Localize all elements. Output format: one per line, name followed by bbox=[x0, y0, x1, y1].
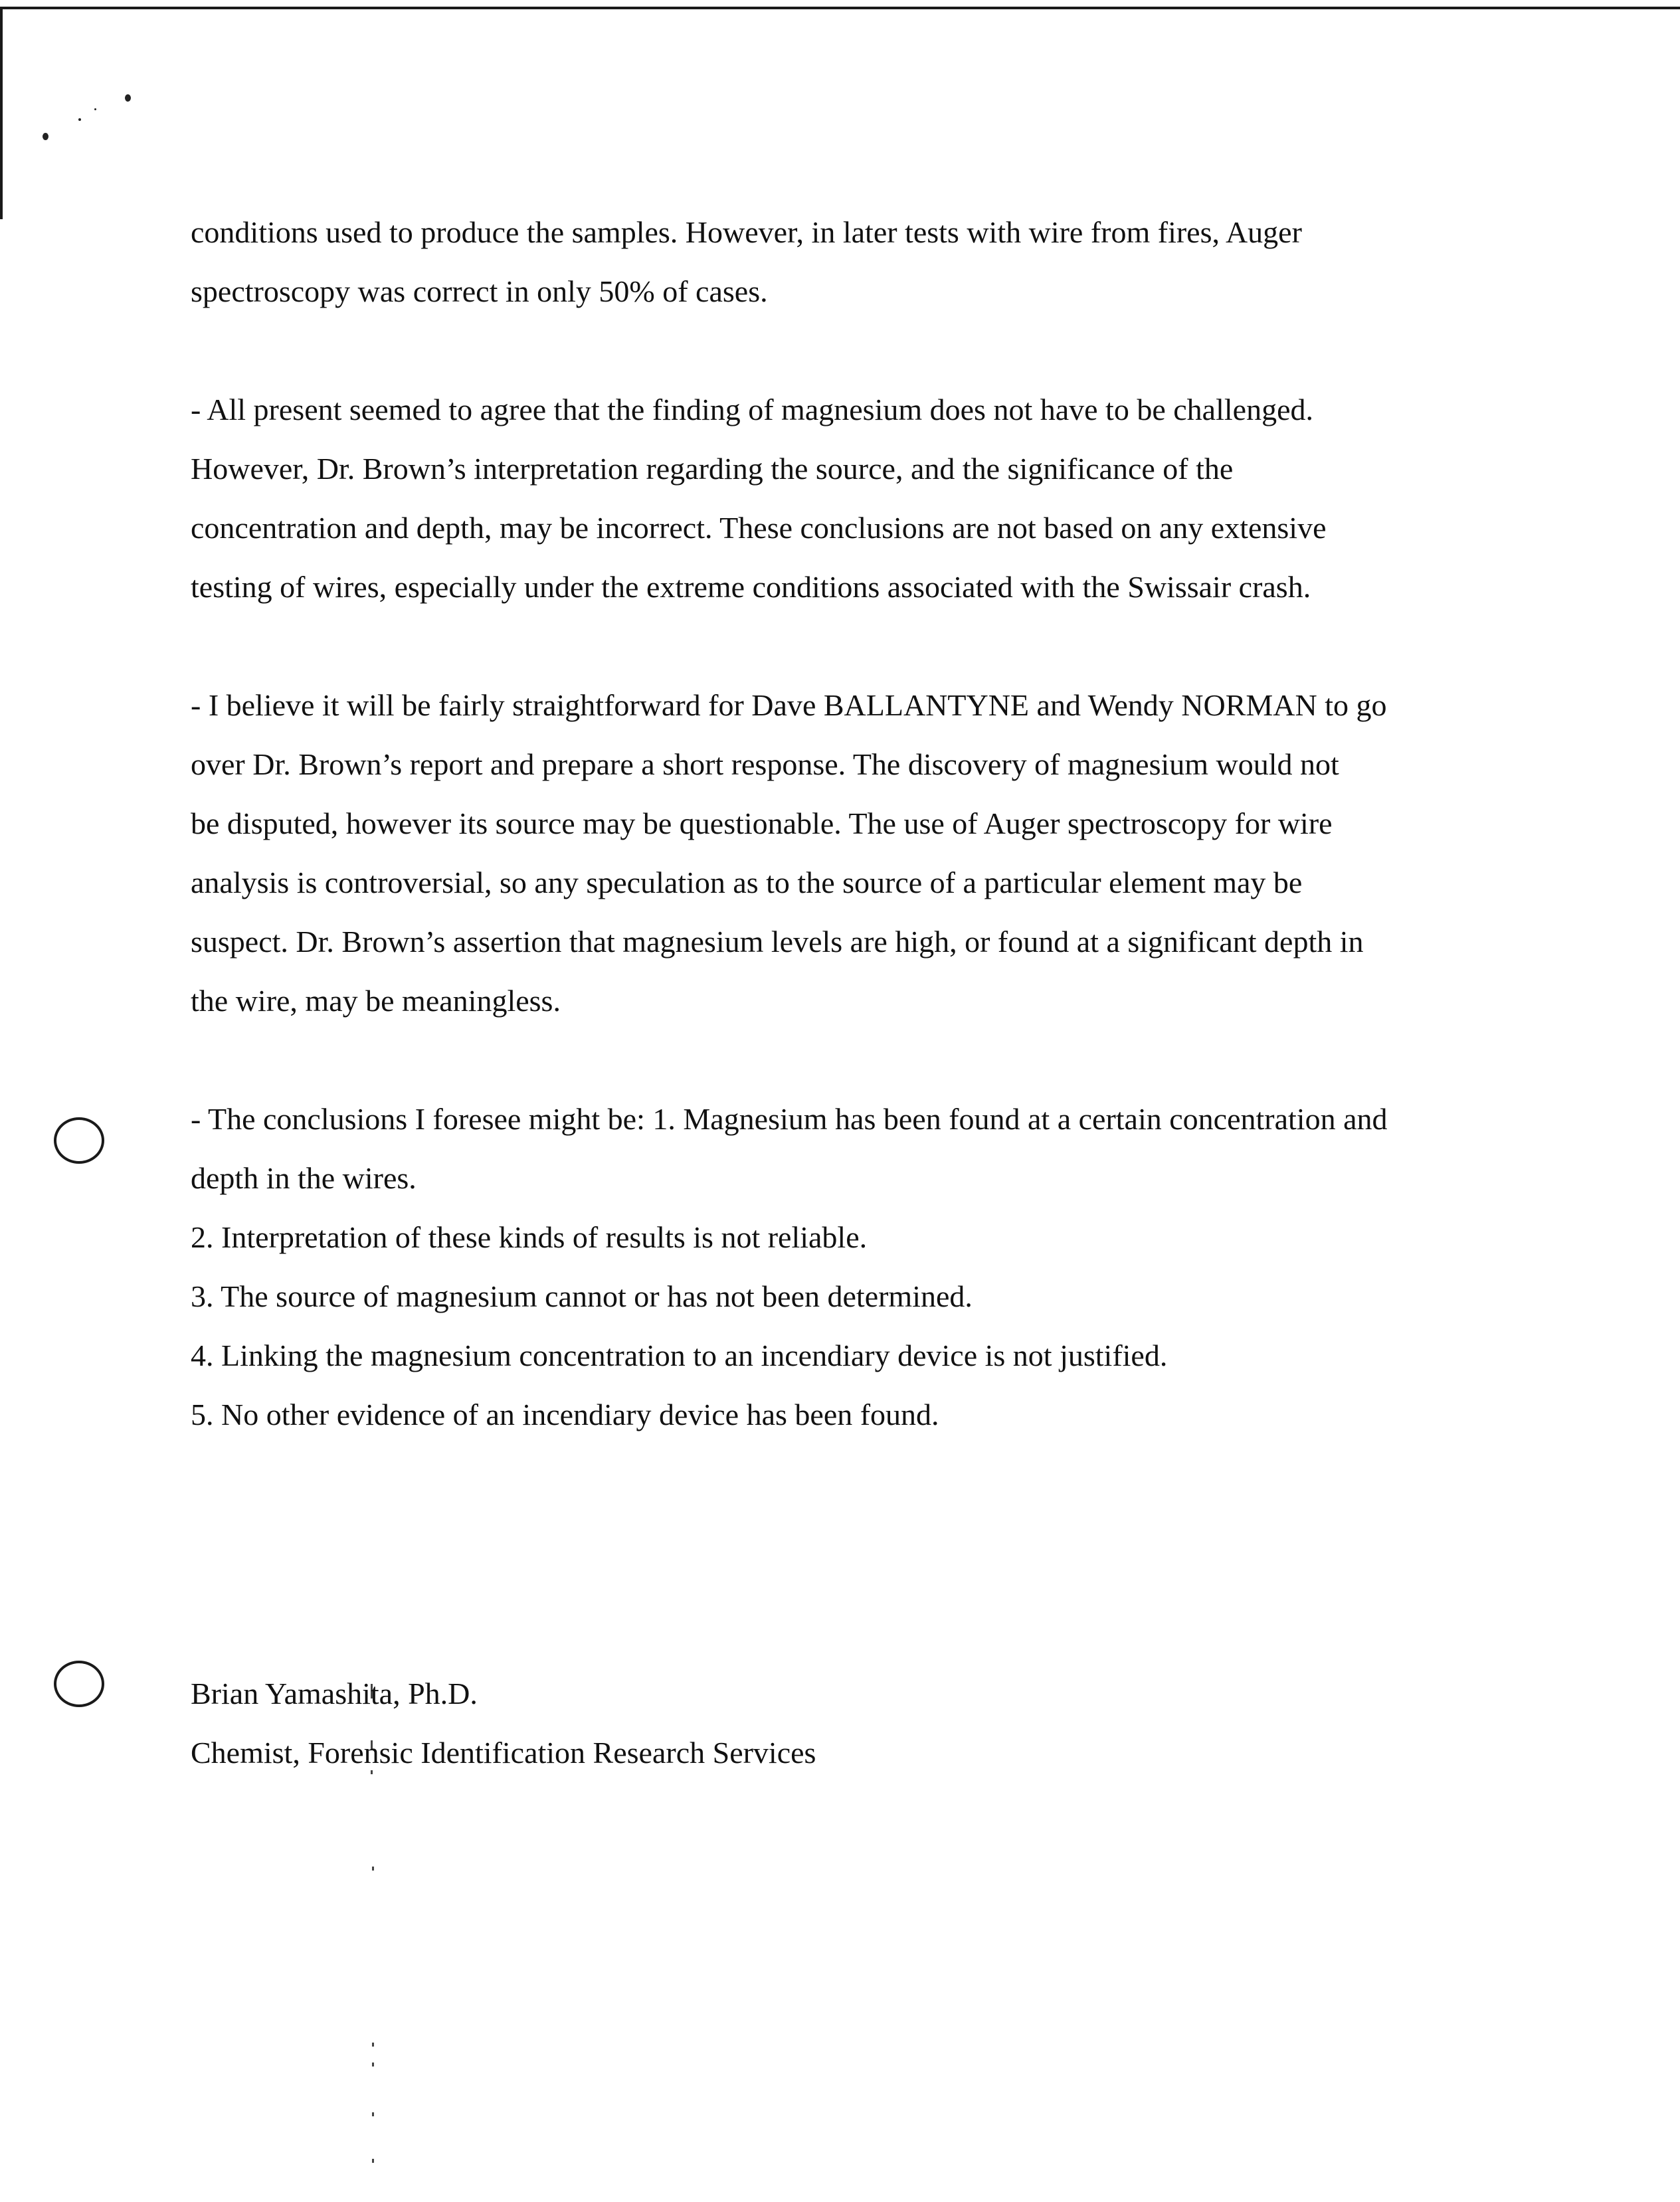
paragraph-conclusions bbox=[191, 1089, 1519, 1444]
text-line: spectroscopy was correct in only 50% of cases. bbox=[191, 274, 768, 308]
punch-hole-icon bbox=[54, 1117, 104, 1164]
text-line: analysis is controversial, so any speculation as to the source of a particular element may be bbox=[191, 866, 1303, 899]
scan-top-border bbox=[0, 7, 1680, 9]
text-line: - The conclusions I foresee might be: 1. Magnesium has been found at a certain concentration and bbox=[191, 1102, 1388, 1136]
scan-mark bbox=[372, 2043, 374, 2047]
signatory-title: Chemist, Forensic Identification Research Services bbox=[191, 1736, 816, 1770]
scan-speck bbox=[94, 108, 96, 110]
memo-body bbox=[191, 203, 1519, 1444]
scan-mark bbox=[372, 2063, 374, 2066]
signatory-name: Brian Yamashita, Ph.D. bbox=[191, 1677, 478, 1710]
text-line: - All present seemed to agree that the finding of magnesium does not have to be challenged. bbox=[191, 393, 1313, 426]
scan-mark bbox=[372, 2159, 374, 2163]
scan-speck bbox=[78, 118, 81, 121]
text-line: conditions used to produce the samples. However, in later tests with wire from fires, Auger bbox=[191, 215, 1302, 249]
text-line: - I believe it will be fairly straightforward for Dave BALLANTYNE and Wendy NORMAN to go bbox=[191, 688, 1387, 722]
conclusion-item: 3. The source of magnesium cannot or has not been determined. bbox=[191, 1279, 973, 1313]
conclusion-item: 5. No other evidence of an incendiary device has been found. bbox=[191, 1398, 939, 1431]
paragraph-response-plan bbox=[191, 676, 1519, 1030]
scan-left-border bbox=[0, 7, 3, 219]
text-line: depth in the wires. bbox=[191, 1161, 417, 1195]
text-line: the wire, may be meaningless. bbox=[191, 984, 561, 1018]
signature-block bbox=[191, 1664, 816, 1782]
conclusion-item: 2. Interpretation of these kinds of results is not reliable. bbox=[191, 1220, 868, 1254]
paragraph-magnesium-finding bbox=[191, 380, 1519, 616]
scan-speck bbox=[125, 94, 131, 102]
scan-speck bbox=[43, 133, 48, 140]
text-line: over Dr. Brown’s report and prepare a short response. The discovery of magnesium would not bbox=[191, 747, 1339, 781]
paragraph-auger-tests bbox=[191, 203, 1519, 321]
scan-mark bbox=[372, 2112, 374, 2116]
text-line: However, Dr. Brown’s interpretation regarding the source, and the significance of the bbox=[191, 452, 1234, 486]
punch-hole-icon bbox=[54, 1661, 104, 1707]
text-line: testing of wires, especially under the extreme conditions associated with the Swissair crash. bbox=[191, 570, 1311, 604]
conclusion-item: 4. Linking the magnesium concentration to an incendiary device is not justified. bbox=[191, 1338, 1168, 1372]
text-line: suspect. Dr. Brown’s assertion that magnesium levels are high, or found at a significant depth in bbox=[191, 925, 1364, 959]
scan-mark bbox=[372, 1867, 374, 1871]
text-line: concentration and depth, may be incorrect. These conclusions are not based on any extensive bbox=[191, 511, 1327, 545]
text-line: be disputed, however its source may be questionable. The use of Auger spectroscopy for wire bbox=[191, 806, 1333, 840]
